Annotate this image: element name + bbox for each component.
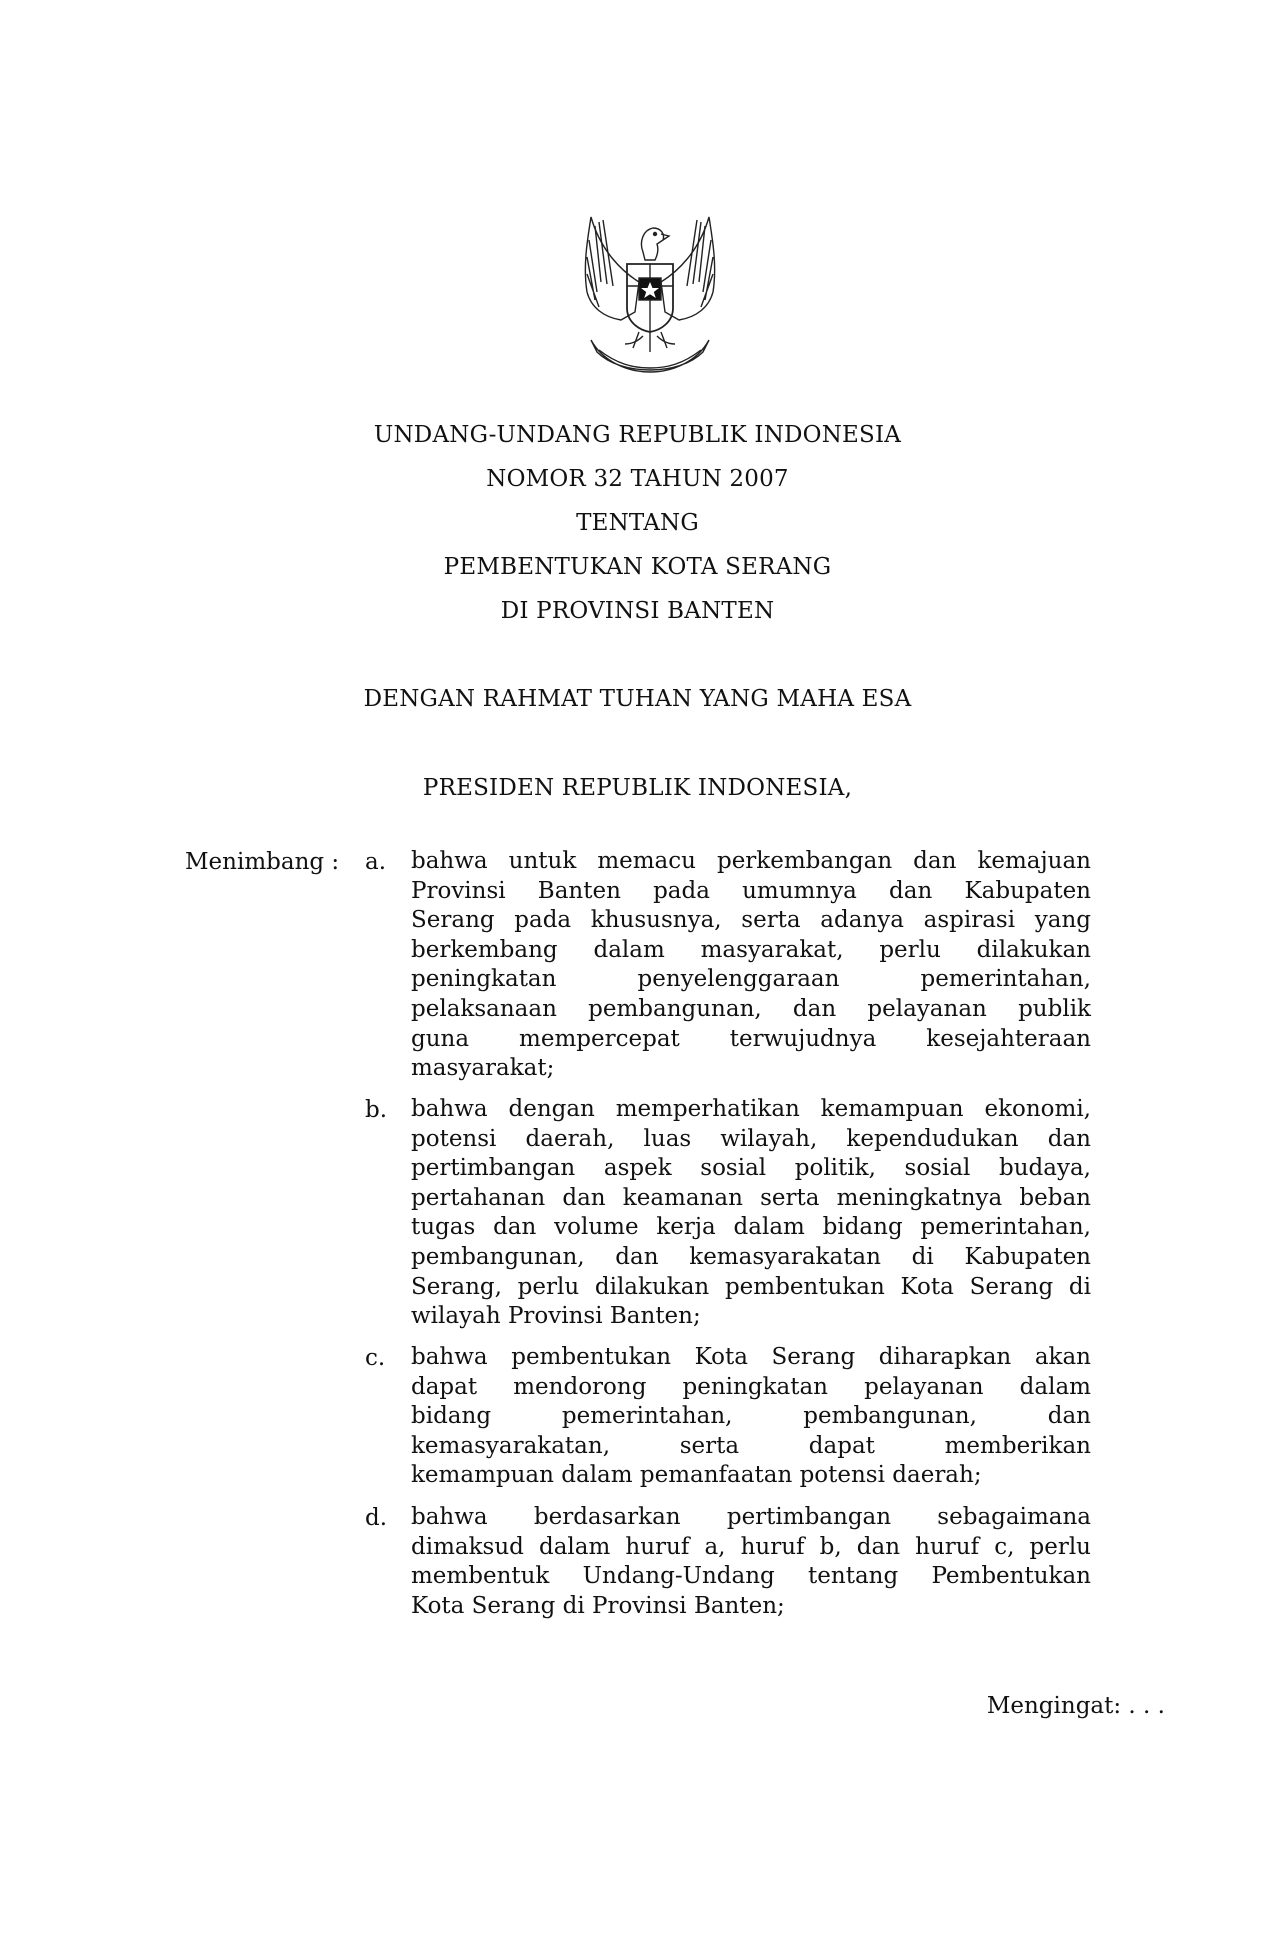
- item-c-line: dapat mendorong peningkatan pelayanan dalam: [411, 1373, 1091, 1400]
- item-c-line: kemampuan dalam pemanfaatan potensi daerah;: [411, 1462, 982, 1489]
- item-a-line: berkembang dalam masyarakat, perlu dilakukan: [411, 936, 1091, 963]
- item-d-line: Kota Serang di Provinsi Banten;: [411, 1592, 785, 1619]
- title-line-5: DI PROVINSI BANTEN: [500, 598, 775, 624]
- item-a-line: Serang pada khususnya, serta adanya aspirasi yang: [411, 907, 1091, 934]
- title-line-4: PEMBENTUKAN KOTA SERANG: [443, 554, 832, 580]
- item-b-line: bahwa dengan memperhatikan kemampuan ekonomi,: [411, 1096, 1091, 1122]
- item-b-line: potensi daerah, luas wilayah, kependudukan dan: [411, 1125, 1091, 1152]
- invocation-line: DENGAN RAHMAT TUHAN YANG MAHA ESA: [363, 686, 912, 712]
- item-a-line: Provinsi Banten pada umumnya dan Kabupaten: [411, 877, 1091, 904]
- item-a-line: pelaksanaan pembangunan, dan pelayanan publik: [411, 995, 1091, 1022]
- item-text-c: [411, 1343, 1091, 1491]
- item-d-line: dimaksud dalam huruf a, huruf b, dan huruf c, perlu: [411, 1533, 1091, 1560]
- title-line-3: TENTANG: [576, 510, 699, 536]
- item-c-line: bahwa pembentukan Kota Serang diharapkan akan: [411, 1344, 1091, 1370]
- item-a-line: peningkatan penyelenggaraan pemerintahan,: [411, 966, 1091, 993]
- item-a-line: guna mempercepat terwujudnya kesejahteraan: [411, 1025, 1091, 1052]
- item-b-line: tugas dan volume kerja dalam bidang pemerintahan,: [411, 1214, 1091, 1241]
- item-a-line: masyarakat;: [411, 1055, 555, 1082]
- item-letter-a: a.: [365, 849, 387, 875]
- item-b-line: Serang, perlu dilakukan pembentukan Kota Serang di: [411, 1273, 1091, 1300]
- item-text-d: [411, 1503, 1091, 1621]
- item-text-b: [411, 1095, 1091, 1332]
- item-c-line: kemasyarakatan, serta dapat memberikan: [411, 1432, 1091, 1459]
- title-line-2: NOMOR 32 TAHUN 2007: [486, 466, 789, 492]
- item-d-line: bahwa berdasarkan pertimbangan sebagaimana: [411, 1504, 1091, 1530]
- president-line: PRESIDEN REPUBLIK INDONESIA,: [422, 775, 853, 801]
- page-continuation: Mengingat: . . .: [986, 1693, 1165, 1719]
- menimbang-label: Menimbang :: [185, 849, 340, 875]
- item-letter-c: c.: [365, 1345, 386, 1371]
- item-d-line: membentuk Undang-Undang tentang Pembentukan: [411, 1563, 1091, 1590]
- item-b-line: wilayah Provinsi Banten;: [411, 1303, 701, 1330]
- item-letter-d: d.: [365, 1505, 388, 1531]
- item-b-line: pertimbangan aspek sosial politik, sosial budaya,: [411, 1155, 1091, 1182]
- item-b-line: pembangunan, dan kemasyarakatan di Kabupaten: [411, 1243, 1091, 1270]
- garuda-pancasila-emblem: [573, 212, 727, 377]
- item-c-line: bidang pemerintahan, pembangunan, dan: [411, 1403, 1091, 1430]
- item-letter-b: b.: [365, 1097, 388, 1123]
- item-b-line: pertahanan dan keamanan serta meningkatnya beban: [411, 1184, 1091, 1211]
- item-a-line: bahwa untuk memacu perkembangan dan kemajuan: [411, 848, 1091, 874]
- title-line-1: UNDANG-UNDANG REPUBLIK INDONESIA: [373, 422, 902, 448]
- item-text-a: [411, 847, 1091, 1084]
